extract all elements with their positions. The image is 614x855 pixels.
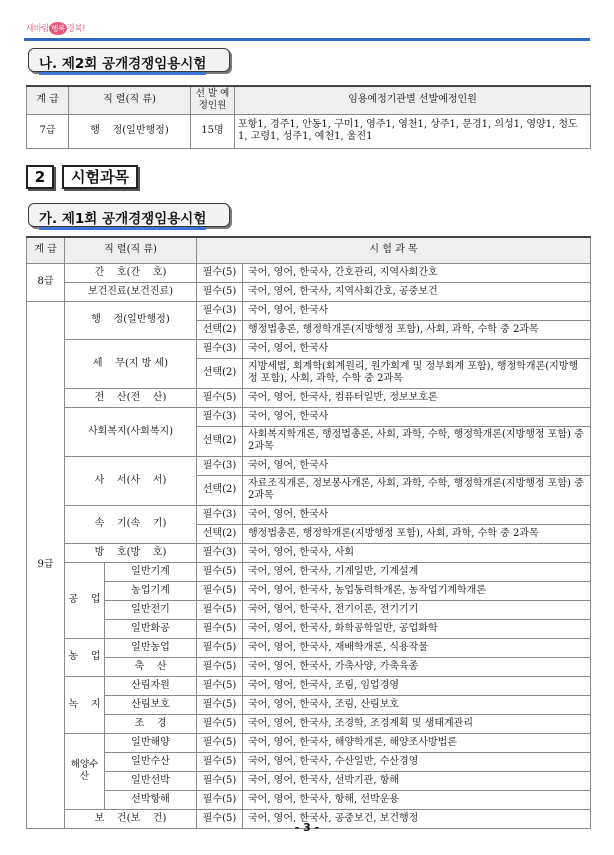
cell-kind: 필수(5)	[197, 790, 243, 809]
cell-kind: 필수(5)	[197, 695, 243, 714]
cell-kind: 필수(5)	[197, 752, 243, 771]
cell-sub: 일반전기	[105, 600, 197, 619]
cell-count: 15명	[191, 114, 235, 148]
cell-kind: 필수(5)	[197, 282, 243, 301]
cell-subjects: 국어, 영어, 한국사, 컴퓨터일반, 정보보호론	[243, 388, 591, 407]
cell-sub: 일반농업	[105, 638, 197, 657]
table-row	[27, 581, 591, 600]
cell-group: 녹 지	[65, 676, 105, 733]
cell-series: 사회복지(사회복지)	[65, 407, 197, 456]
cell-subjects: 자료조직개론, 정보봉사개론, 사회, 과학, 수학, 행정학개론(지방행정 포함) 중 2과목	[243, 475, 591, 505]
table-row	[27, 505, 591, 524]
table-row	[27, 301, 591, 320]
cell-kind: 필수(3)	[197, 456, 243, 475]
cell-subjects: 국어, 영어, 한국사	[243, 456, 591, 475]
table-row	[27, 407, 591, 426]
cell-sub: 선박항해	[105, 790, 197, 809]
cell-kind: 필수(5)	[197, 657, 243, 676]
cell-kind: 필수(5)	[197, 619, 243, 638]
cell-series: 전 산(전 산)	[65, 388, 197, 407]
cell-subjects: 국어, 영어, 한국사, 기계일반, 기계설계	[243, 562, 591, 581]
cell-subjects: 국어, 영어, 한국사, 해양학개론, 해양조사방법론	[243, 733, 591, 752]
cell-series: 간 호(간 호)	[65, 263, 197, 282]
table-row	[27, 638, 591, 657]
cell-subjects: 국어, 영어, 한국사, 선박기관, 항해	[243, 771, 591, 790]
cell-sub: 축 산	[105, 657, 197, 676]
cell-sub: 산림자원	[105, 676, 197, 695]
cell-series: 보 건(보 건)	[65, 809, 197, 828]
logo-prefix: 새바람	[26, 24, 50, 34]
cell-subjects: 국어, 영어, 한국사, 농업동력학개론, 농작업기계학개론	[243, 581, 591, 600]
cell-kind: 필수(5)	[197, 733, 243, 752]
logo-badge: 행복	[51, 24, 65, 33]
table-row	[27, 543, 591, 562]
logo	[26, 17, 96, 39]
th-series: 직 렬(직 류)	[69, 86, 191, 114]
cell-subjects: 행정법총론, 행정학개론(지방행정 포함), 사회, 과학, 수학 중 2과목	[243, 320, 591, 339]
th-grade: 계 급	[27, 237, 65, 263]
cell-subjects: 국어, 영어, 한국사, 사회	[243, 543, 591, 562]
table-row	[27, 695, 591, 714]
cell-series: 속 기(속 기)	[65, 505, 197, 543]
cell-subjects: 국어, 영어, 한국사, 수산일반, 수산경영	[243, 752, 591, 771]
table-row	[27, 714, 591, 733]
cell-series: 행 정(일반행정)	[69, 114, 191, 148]
section-title-round2-text: 나. 제2회 공개경쟁임용시험	[39, 56, 206, 75]
table-row	[27, 676, 591, 695]
cell-kind: 필수(5)	[197, 263, 243, 282]
cell-kind: 필수(5)	[197, 809, 243, 828]
cell-grade-9: 9급	[27, 301, 65, 828]
cell-sub: 일반선박	[105, 771, 197, 790]
table-row	[27, 339, 591, 358]
table-row	[27, 388, 591, 407]
cell-series: 세 무(지 방 세)	[65, 339, 197, 388]
logo-suffix: 경북!	[66, 24, 85, 34]
cell-kind: 필수(5)	[197, 562, 243, 581]
cell-kind: 필수(5)	[197, 676, 243, 695]
table-row	[27, 114, 591, 148]
cell-kind: 선택(2)	[197, 475, 243, 505]
cell-kind: 필수(5)	[197, 388, 243, 407]
table-round2-recruitment	[26, 85, 591, 149]
chapter-title: 시험과목	[62, 165, 138, 189]
cell-group: 공 업	[65, 562, 105, 638]
cell-grade: 7급	[27, 114, 69, 148]
table-row	[27, 282, 591, 301]
th-subjects: 시 험 과 목	[197, 237, 591, 263]
section-title-round1	[28, 203, 230, 227]
cell-subjects: 국어, 영어, 한국사, 항해, 선박운용	[243, 790, 591, 809]
cell-subjects: 국어, 영어, 한국사, 가축사양, 가축육종	[243, 657, 591, 676]
cell-subjects: 국어, 영어, 한국사	[243, 301, 591, 320]
cell-kind: 필수(3)	[197, 339, 243, 358]
cell-kind: 필수(3)	[197, 543, 243, 562]
cell-subjects: 국어, 영어, 한국사, 화학공학일반, 공업화학	[243, 619, 591, 638]
table-row	[27, 600, 591, 619]
cell-subjects: 국어, 영어, 한국사, 공중보건, 보건행정	[243, 809, 591, 828]
cell-subjects: 국어, 영어, 한국사	[243, 407, 591, 426]
cell-kind: 필수(3)	[197, 301, 243, 320]
cell-kind: 선택(2)	[197, 320, 243, 339]
cell-subjects: 지방세법, 회계학(회계원리, 원가회계 및 정부회계 포함), 행정학개론(지방행정 포함), 사회, 과학, 수학 중 2과목	[243, 358, 591, 388]
chapter-number: 2	[26, 165, 54, 189]
cell-subjects: 사회복지학개론, 행정법총론, 사회, 과학, 수학, 행정학개론(지방행정 포함) 중 2과목	[243, 426, 591, 456]
table-row	[27, 733, 591, 752]
table-row	[27, 790, 591, 809]
cell-kind: 선택(2)	[197, 358, 243, 388]
table-exam-subjects	[26, 236, 591, 829]
cell-series: 보건진료(보건진료)	[65, 282, 197, 301]
th-count: 선 발 예정인원	[191, 86, 235, 114]
cell-grade-8: 8급	[27, 263, 65, 301]
cell-subjects: 국어, 영어, 한국사, 지역사회간호, 공중보건	[243, 282, 591, 301]
cell-kind: 필수(5)	[197, 638, 243, 657]
cell-subjects: 국어, 영어, 한국사, 전기이론, 전기기기	[243, 600, 591, 619]
cell-kind: 선택(2)	[197, 524, 243, 543]
cell-group: 해양수산	[65, 733, 105, 809]
table-row	[27, 619, 591, 638]
cell-kind: 필수(5)	[197, 581, 243, 600]
cell-kind: 필수(5)	[197, 714, 243, 733]
cell-sub: 일반기계	[105, 562, 197, 581]
cell-series: 사 서(사 서)	[65, 456, 197, 505]
cell-agencies: 포항1, 경주1, 안동1, 구미1, 영주1, 영천1, 상주1, 문경1, 의성1, 영양1, 청도1, 고령1, 성주1, 예천1, 울진1	[235, 114, 591, 148]
header-rule	[24, 38, 590, 41]
cell-subjects: 국어, 영어, 한국사, 조림, 임업경영	[243, 676, 591, 695]
section-title-round1-text: 가. 제1회 공개경쟁임용시험	[39, 211, 206, 230]
table-row	[27, 752, 591, 771]
cell-group: 농 업	[65, 638, 105, 676]
cell-subjects: 국어, 영어, 한국사	[243, 505, 591, 524]
cell-kind: 필수(3)	[197, 505, 243, 524]
cell-kind: 선택(2)	[197, 426, 243, 456]
cell-subjects: 국어, 영어, 한국사, 조경학, 조경계획 및 생태계관리	[243, 714, 591, 733]
cell-series: 행 정(일반행정)	[65, 301, 197, 339]
th-series: 직 렬(직 류)	[65, 237, 197, 263]
cell-sub: 일반해양	[105, 733, 197, 752]
cell-kind: 필수(5)	[197, 600, 243, 619]
th-agencies: 임용예정기관별 선발예정인원	[235, 86, 591, 114]
cell-subjects: 국어, 영어, 한국사, 간호관리, 지역사회간호	[243, 263, 591, 282]
table-row	[27, 657, 591, 676]
table-row	[27, 771, 591, 790]
cell-subjects: 행정법총론, 행정학개론(지방행정 포함), 사회, 과학, 수학 중 2과목	[243, 524, 591, 543]
page-number: - 3 -	[294, 821, 320, 834]
th-grade: 계 급	[27, 86, 69, 114]
cell-sub: 조 경	[105, 714, 197, 733]
table-row	[27, 263, 591, 282]
cell-kind: 필수(5)	[197, 771, 243, 790]
cell-sub: 산림보호	[105, 695, 197, 714]
cell-subjects: 국어, 영어, 한국사	[243, 339, 591, 358]
section-title-round2	[28, 48, 230, 72]
table-row	[27, 456, 591, 475]
cell-subjects: 국어, 영어, 한국사, 조림, 산림보호	[243, 695, 591, 714]
cell-sub: 일반수산	[105, 752, 197, 771]
cell-sub: 일반화공	[105, 619, 197, 638]
cell-kind: 필수(3)	[197, 407, 243, 426]
cell-series: 방 호(방 호)	[65, 543, 197, 562]
table-row	[27, 562, 591, 581]
cell-subjects: 국어, 영어, 한국사, 재배학개론, 식용작물	[243, 638, 591, 657]
cell-sub: 농업기계	[105, 581, 197, 600]
